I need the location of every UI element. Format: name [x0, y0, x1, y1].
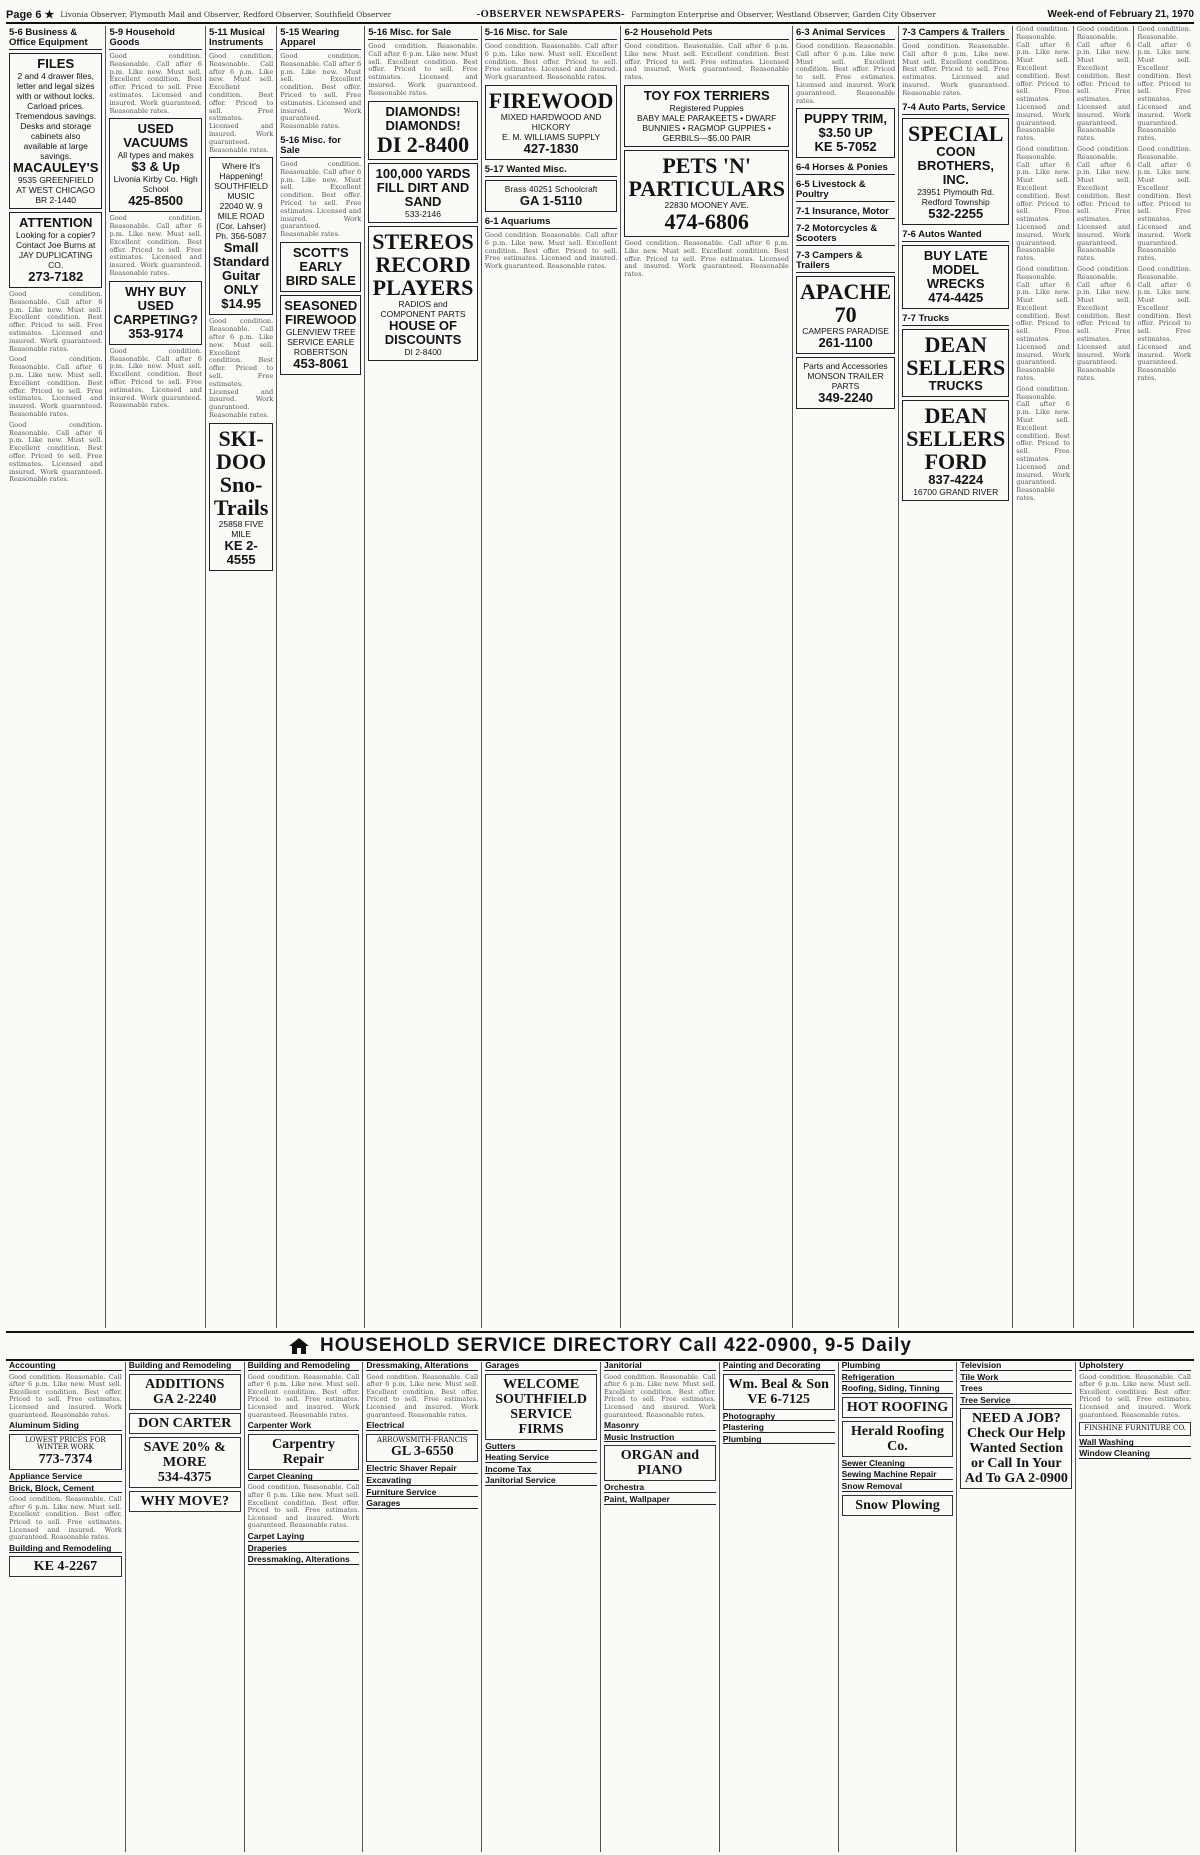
masthead	[6, 6, 1194, 24]
directory-box-ad	[842, 1421, 954, 1457]
firewood-hardwood-ad	[485, 85, 618, 160]
directory-heading: Wall Washing	[1079, 1439, 1191, 1448]
ad-advertiser: COON BROTHERS, INC.	[917, 143, 994, 187]
section-heading: 5-15 Wearing Apparel	[280, 28, 361, 50]
column-household	[105, 26, 205, 1328]
ad-phone: DI 2-8400	[404, 346, 442, 357]
directory-heading: Electrical	[366, 1422, 478, 1431]
directory-heading: Snow Removal	[842, 1483, 954, 1492]
ad-subtitle: CAMPERS PARADISE	[802, 326, 889, 337]
directory-box-ad	[129, 1413, 241, 1434]
issue-date: Week-end of February 21, 1970	[1047, 8, 1194, 20]
directory-box-ad	[723, 1374, 835, 1410]
directory-box-ad	[604, 1445, 716, 1481]
box-title: FINSHINE FURNITURE CO.	[1084, 1424, 1187, 1433]
ad-price: $3 & Up	[131, 159, 180, 175]
ad-title: FILES	[37, 56, 75, 71]
ad-body: Brass 40251 Schoolcraft	[504, 183, 598, 194]
directory-heading: Carpet Cleaning	[248, 1473, 360, 1482]
classified-ad: Good condition. Reasonable. Call after 6 p.m. Like new. Must sell. Excellent condition. Best offer. Priced to sell. Free estimates. Licensed and insured. Work guaranteed. Reasonable rates.	[208, 317, 274, 419]
box-phone: 534-4375	[157, 1469, 212, 1485]
column-misc-2	[481, 26, 621, 1328]
directory-heading: Heating Service	[485, 1454, 597, 1463]
column-filler	[1133, 26, 1194, 1328]
ad-brand: Sno-Trails	[213, 471, 269, 520]
box-title: Carpentry Repair	[271, 1436, 335, 1467]
directory-heading: Dressmaking, Alterations	[248, 1556, 360, 1565]
directory-ad: Good condition. Reasonable. Call after 6 p.m. Like new. Must sell. Excellent condition. Best offer. Priced to sell. Free estimates. Licensed and insured. Work guaranteed. Reasonable rates.	[604, 1372, 716, 1419]
box-phone: GL 3-6550	[390, 1444, 454, 1460]
directory-ad: Good condition. Reasonable. Call after 6 p.m. Like new. Must sell. Excellent condition. Best offer. Priced to sell. Free estimates. Licensed and insured. Work guaranteed. Reasonable rates.	[9, 1372, 122, 1419]
ad-phone: 474-6806	[664, 208, 749, 234]
directory-heading: Brick, Block, Cement	[9, 1485, 122, 1494]
directory-heading: Photography	[723, 1413, 835, 1422]
classified-ad: Good condition. Reasonable. Call after 6 p.m. Like new. Must sell. Excellent condition. Best offer. Priced to sell. Free estimates. Licensed and insured. Work guaranteed. Reasonable rates.	[109, 52, 202, 115]
ad-list: BABY MALE PARAKEETS • DWARF BUNNIES • RAGMOP GUPPIES • GERBILS—$5.00 PAIR	[637, 112, 777, 143]
directory-heading: Roofing, Siding, Tinning	[842, 1385, 954, 1394]
ad-title: SEASONED FIREWOOD	[284, 297, 358, 327]
ad-title: WHY BUY USED CARPETING?	[113, 283, 198, 327]
section-heading: 6-1 Aquariums	[485, 217, 618, 229]
directory-heading: Trees	[960, 1385, 1072, 1394]
classified-ad: Good condition. Reasonable. Call after 6 p.m. Like new. Must sell. Excellent condition. Best offer. Priced to sell. Free estimates. Licensed and insured. Work guaranteed. Reasonable rates.	[9, 420, 103, 484]
section-heading: 5-11 Musical Instruments	[209, 28, 273, 50]
directory-heading: Tree Service	[960, 1397, 1072, 1406]
ad-body: RADIOS and COMPONENT PARTS	[380, 298, 466, 319]
ad-body: Registered Puppies	[669, 102, 744, 113]
classified-ad: Good condition. Reasonable. Call after 6 p.m. Like new. Must sell. Excellent condition. Best offer. Priced to sell. Free estimates. Licensed and insured. Work guaranteed. Reasonable rates.	[208, 52, 274, 154]
ad-phone: KE 2-4555	[224, 537, 258, 567]
ad-phone: 427-1830	[523, 140, 579, 156]
classified-ad: Good condition. Reasonable. Call after 6 p.m. Like new. Must sell. Excellent condition. Best offer. Priced to sell. Free estimates. Licensed and insured. Work guaranteed. Reasonable rates.	[9, 355, 103, 418]
ad-title: TOY FOX TERRIERS	[643, 87, 770, 103]
box-title: ORGAN and PIANO	[620, 1448, 699, 1479]
ad-phone: KE 5-7052	[814, 139, 877, 155]
ad-title: BUY LATE MODEL WRECKS	[923, 247, 988, 291]
directory-heading: Income Tax	[485, 1466, 597, 1475]
ad-phone: 349-2240	[818, 390, 874, 406]
directory-heading: Window Cleaning	[1079, 1450, 1191, 1459]
directory-heading: Dressmaking, Alterations	[366, 1362, 478, 1371]
directory-column	[125, 1362, 244, 1852]
directory-heading: Television	[960, 1362, 1072, 1371]
monson-ad	[796, 357, 895, 409]
classified-ad: Good condition. Reasonable. Call after 6 p.m. Like new. Must sell. Excellent condition. Best offer. Priced to sell. Free estimates. Licensed and insured. Work guaranteed. Reasonable rates.	[1076, 144, 1131, 263]
section-heading: 6-5 Livestock & Poultry	[796, 180, 895, 202]
box-title: Wm. Beal & Son	[728, 1376, 829, 1392]
directory-heading: Furniture Service	[366, 1489, 478, 1498]
ad-title: DIAMONDS! DIAMONDS!	[385, 103, 461, 133]
classified-grid	[6, 26, 1194, 1328]
classified-ad: Good condition. Reasonable. Call after 6 p.m. Like new. Must sell. Excellent condition. Best offer. Priced to sell. Free estimates. Licensed and insured. Work guaranteed. Reasonable rates.	[1016, 264, 1070, 383]
directory-heading: Aluminum Siding	[9, 1422, 122, 1431]
classified-ad: Good condition. Reasonable. Call after 6 p.m. Like new. Must sell. Excellent condition. Best offer. Priced to sell. Free estimates. Licensed and insured. Work guaranteed. Reasonable rates.	[109, 346, 202, 410]
classified-ad: Good condition. Reasonable. Call after 6 p.m. Like new. Must sell. Excellent condition. Best offer. Priced to sell. Free estimates. Licensed and insured. Work guaranteed. Reasonable rates.	[1016, 144, 1070, 263]
directory-column	[6, 1362, 125, 1852]
directory-column	[244, 1362, 363, 1852]
directory-heading: Garages	[366, 1500, 478, 1509]
box-title: DON CARTER	[138, 1415, 232, 1431]
column-campers-auto	[898, 26, 1012, 1328]
early-bird-ad	[280, 242, 361, 292]
directory-box-ad	[485, 1374, 597, 1440]
classified-ad: Good condition. Reasonable. Call after 6 p.m. Like new. Must sell. Excellent condition. Best offer. Priced to sell. Free estimates. Licensed and insured. Work guaranteed. Reasonable rates.	[795, 42, 896, 105]
service-directory	[6, 1362, 1194, 1852]
ad-phone: DI 2-8400	[376, 131, 470, 157]
ad-body: Looking for a copier? Contact Joe Burns at JAY DUPLICATING CO.	[16, 230, 96, 270]
directory-box-ad	[129, 1374, 241, 1410]
ad-title: Parts and Accessories MONSON TRAILER PARTS	[803, 361, 888, 392]
directory-heading: Appliance Service	[9, 1473, 122, 1482]
directory-column	[956, 1362, 1075, 1852]
apache-ad	[796, 276, 895, 354]
directory-box-ad	[842, 1495, 954, 1516]
classified-ad: Good condition. Reasonable. Call after 6 p.m. Like new. Must sell. Excellent condition. Best offer. Priced to sell. Free estimates. Licensed and insured. Work guaranteed. Reasonable rates.	[484, 42, 618, 82]
column-misc	[364, 26, 481, 1328]
column-filler	[1073, 26, 1134, 1328]
directory-box-ad	[248, 1434, 360, 1470]
column-animal-services	[792, 26, 898, 1328]
directory-column	[362, 1362, 481, 1852]
box-title: HOT ROOFING	[846, 1399, 949, 1415]
ad-phone: 261-1100	[818, 335, 873, 351]
directory-heading: Plumbing	[723, 1436, 835, 1445]
box-phone: VE 6-7125	[747, 1391, 810, 1407]
wrecks-ad	[902, 245, 1009, 309]
directory-box-ad	[960, 1408, 1072, 1489]
directory-ad: Good condition. Reasonable. Call after 6 p.m. Like new. Must sell. Excellent condition. Best offer. Priced to sell. Free estimates. Licensed and insured. Work guaranteed. Reasonable rates.	[247, 1483, 360, 1530]
ad-advertiser: GLENVIEW TREE SERVICE EARLE ROBERTSON	[285, 326, 356, 357]
box-title: Herald Roofing Co.	[851, 1423, 944, 1454]
section-heading: 6-3 Animal Services	[796, 28, 895, 40]
box-title: SAVE 20% & MORE	[143, 1439, 226, 1470]
ad-phone: 532-2255	[928, 205, 984, 221]
directory-heading: Sewer Cleaning	[842, 1460, 954, 1469]
files-ad	[9, 53, 102, 209]
box-phone: GA 2-2240	[153, 1391, 217, 1407]
classified-ad: Good condition. Reasonable. Call after 6 p.m. Like new. Must sell. Excellent condition. Best offer. Priced to sell. Free estimates. Licensed and insured. Work guaranteed. Reasonable rates.	[1076, 25, 1131, 143]
classified-ad: Good condition. Reasonable. Call after 6 p.m. Like new. Must sell. Excellent condition. Best offer. Priced to sell. Free estimates. Licensed and insured. Work guaranteed. Reasonable rates.	[1137, 144, 1191, 263]
directory-heading: Electric Shaver Repair	[366, 1465, 478, 1474]
ad-title: 100,000 YARDS FILL DIRT AND SAND	[375, 165, 471, 209]
directory-ad: Good condition. Reasonable. Call after 6 p.m. Like new. Must sell. Excellent condition. Best offer. Priced to sell. Free estimates. Licensed and insured. Work guaranteed. Reasonable rates.	[366, 1372, 479, 1419]
ad-title: ATTENTION	[19, 215, 93, 230]
directory-column	[719, 1362, 838, 1852]
skidoo-ad	[209, 423, 273, 571]
used-vacuums-ad	[109, 118, 202, 212]
section-heading: 5-9 Household Goods	[109, 28, 202, 50]
directory-box-ad	[9, 1434, 122, 1470]
classified-ad: Good condition. Reasonable. Call after 6 p.m. Like new. Must sell. Excellent condition. Best offer. Priced to sell. Free estimates. Licensed and insured. Work guaranteed. Reasonable rates.	[902, 42, 1010, 97]
box-title: ADDITIONS	[145, 1376, 225, 1392]
banner-left: HOUSEHOLD	[320, 1335, 451, 1356]
box-body: Check Our Help Wanted Section or Call In Your Ad To GA 2-0900	[964, 1426, 1068, 1487]
puppy-trim-ad	[796, 108, 895, 158]
classified-ad: Good condition. Reasonable. Call after 6 p.m. Like new. Must sell. Excellent condition. Best offer. Priced to sell. Free estimates. Licensed and insured. Work guaranteed. Reasonable rates.	[484, 230, 618, 271]
stereos-ad	[368, 226, 478, 361]
dean-sellers-ford-ad	[902, 400, 1009, 501]
attention-ad	[9, 212, 102, 288]
firewood-ad	[280, 295, 361, 375]
ad-address: 16700 GRAND RIVER	[913, 486, 999, 497]
ad-phone: 533-2146	[405, 208, 441, 219]
section-heading: 5-16 Misc. for Sale	[368, 28, 478, 40]
directory-heading: Building and Remodeling	[9, 1545, 122, 1554]
ad-body: MIXED HARDWOOD AND HICKORY	[500, 111, 602, 132]
ad-title: USED VACUUMS	[123, 121, 189, 151]
classified-ad: Good condition. Reasonable. Call after 6 p.m. Like new. Must sell. Excellent condition. Best offer. Priced to sell. Free estimates. Licensed and insured. Work guaranteed. Reasonable rates.	[1016, 384, 1070, 503]
page-number: Page 6 ★	[6, 8, 55, 21]
classified-ad: Good condition. Reasonable. Call after 6 p.m. Like new. Must sell. Excellent condition. Best offer. Priced to sell. Free estimates. Licensed and insured. Work guaranteed. Reasonable rates.	[624, 238, 789, 279]
directory-heading: Plumbing	[842, 1362, 954, 1371]
ad-phone: 273-7182	[28, 269, 84, 284]
diamonds-ad	[368, 101, 478, 160]
ad-phone: 453-8061	[293, 355, 349, 371]
section-heading: 7-2 Motorcycles & Scooters	[796, 224, 895, 246]
ad-advertiser: HOUSE OF DISCOUNTS	[384, 317, 462, 347]
southfield-music-ad	[209, 157, 273, 315]
classified-ad: Good condition. Reasonable. Call after 6 p.m. Like new. Must sell. Excellent condition. Best offer. Priced to sell. Free estimates. Licensed and insured. Work guaranteed. Reasonable rates.	[624, 42, 789, 82]
ad-title: FIREWOOD	[488, 87, 614, 113]
directory-box-ad	[129, 1491, 241, 1512]
directory-column	[600, 1362, 719, 1852]
ad-title: Where It's Happening! SOUTHFIELD MUSIC	[214, 161, 269, 202]
ad-title: APACHE 70	[799, 279, 892, 328]
directory-box-ad	[9, 1556, 122, 1577]
toy-fox-ad	[624, 85, 789, 147]
ad-address: 25858 FIVE MILE	[218, 518, 264, 539]
ad-phone: GA 1-5110	[519, 192, 583, 208]
ad-title: SCOTT'S EARLY BIRD SALE	[285, 244, 356, 288]
service-directory-banner	[6, 1331, 1194, 1361]
house-icon	[288, 1337, 310, 1355]
directory-heading: Building and Remodeling	[248, 1362, 360, 1371]
pets-particulars-ad	[624, 150, 789, 237]
directory-box-ad	[842, 1397, 954, 1418]
ad-body: 2 and 4 drawer files, letter and legal sizes with or without locks. Carload prices. Tremendous savings. Desks and storage cabinets also available at large savings.	[15, 71, 97, 161]
directory-heading: Accounting	[9, 1362, 122, 1371]
box-title: WHY MOVE?	[140, 1493, 229, 1509]
section-heading: 7-7 Trucks	[902, 314, 1009, 326]
carpeting-ad	[109, 281, 202, 345]
ad-title: PETS 'N' PARTICULARS	[628, 152, 785, 201]
ad-title: DEAN SELLERS FORD	[906, 402, 1006, 474]
directory-heading: Building and Remodeling	[129, 1362, 241, 1371]
fill-dirt-ad	[368, 163, 478, 223]
coon-brothers-ad	[902, 118, 1009, 225]
directory-box-ad	[1079, 1422, 1191, 1436]
ad-phone: 837-4224	[928, 471, 984, 487]
directory-heading: Paint, Wallpaper	[604, 1496, 716, 1505]
scrap-ad	[485, 180, 618, 212]
classified-ad: Good condition. Reasonable. Call after 6 p.m. Like new. Must sell. Excellent condition. Best offer. Priced to sell. Free estimates. Licensed and insured. Work guaranteed. Reasonable rates.	[1137, 264, 1191, 383]
directory-heading: Janitorial	[604, 1362, 716, 1371]
directory-column	[838, 1362, 957, 1852]
section-heading: 7-1 Insurance, Motor	[796, 207, 895, 219]
directory-ad: Good condition. Reasonable. Call after 6 p.m. Like new. Must sell. Excellent condition. Best offer. Priced to sell. Free estimates. Licensed and insured. Work guaranteed. Reasonable rates.	[247, 1372, 360, 1419]
column-filler	[1012, 26, 1073, 1328]
section-heading: 7-6 Autos Wanted	[902, 230, 1009, 242]
ad-phone: 474-4425	[928, 289, 984, 305]
dean-sellers-trucks-ad	[902, 329, 1009, 397]
section-heading: 6-4 Horses & Ponies	[796, 163, 895, 175]
box-phone: KE 4-2267	[33, 1559, 98, 1575]
ad-offer: Small Standard Guitar ONLY $14.95	[212, 240, 270, 312]
directory-heading: Sewing Machine Repair	[842, 1471, 954, 1480]
section-heading: 7-4 Auto Parts, Service	[902, 103, 1009, 115]
column-pets	[620, 26, 792, 1328]
ad-title: SKI-DOO	[216, 425, 267, 474]
ad-shop: Livonia Kirby Co. High School	[113, 174, 198, 195]
section-heading: 5-16 Misc. for Sale	[485, 28, 618, 40]
ad-address: 23951 Plymouth Rd. Redford Township	[917, 186, 995, 207]
box-title: WELCOME	[502, 1376, 580, 1392]
ad-subtitle: TRUCKS	[928, 377, 983, 393]
ad-body: All types and makes	[117, 150, 194, 161]
banner-right: SERVICE DIRECTORY Call 422-0900, 9-5 Daily	[456, 1335, 912, 1356]
directory-heading: Carpenter Work	[248, 1422, 360, 1431]
box-title: Snow Plowing	[855, 1497, 940, 1513]
box-title: NEED A JOB?	[971, 1411, 1061, 1427]
box-title: ARROWSMITH-FRANCIS	[376, 1435, 468, 1444]
section-heading: 5-16 Misc. for Sale	[280, 136, 361, 158]
classified-ad: Good condition. Reasonable. Call after 6 p.m. Like new. Must sell. Excellent condition. Best offer. Priced to sell. Free estimates. Licensed and insured. Work guaranteed. Reasonable rates.	[109, 214, 202, 277]
ad-title: STEREOS RECORD PLAYERS	[372, 228, 474, 300]
classified-ad: Good condition. Reasonable. Call after 6 p.m. Like new. Must sell. Excellent condition. Best offer. Priced to sell. Free estimates. Licensed and insured. Work guaranteed. Reasonable rates.	[1137, 25, 1191, 143]
directory-heading: Plastering	[723, 1424, 835, 1433]
ad-address: 9535 GREENFIELD AT WEST CHICAGO BR 2-1440	[16, 175, 96, 205]
directory-box-ad	[366, 1434, 478, 1463]
section-heading: 7-3 Campers & Trailers	[796, 251, 895, 273]
directory-ad: Good condition. Reasonable. Call after 6 p.m. Like new. Must sell. Excellent condition. Best offer. Priced to sell. Free estimates. Licensed and insured. Work guaranteed. Reasonable rates.	[1079, 1372, 1191, 1419]
ad-advertiser: E. M. WILLIAMS SUPPLY	[502, 131, 601, 142]
box-title: LOWEST PRICES FOR WINTER WORK	[25, 1435, 106, 1452]
ad-advertiser: MACAULEY'S	[13, 160, 99, 175]
column-musical	[205, 26, 276, 1328]
directory-heading: Music Instruction	[604, 1434, 716, 1443]
classified-ad: Good condition. Reasonable. Call after 6 p.m. Like new. Must sell. Excellent condition. Best offer. Priced to sell. Free estimates. Licensed and insured. Work guaranteed. Reasonable rates.	[9, 290, 103, 353]
publications-left: Livonia Observer, Plymouth Mail and Observer, Redford Observer, Southfield Observer	[60, 9, 392, 19]
directory-ad: Good condition. Reasonable. Call after 6 p.m. Like new. Must sell. Excellent condition. Best offer. Priced to sell. Free estimates. Licensed and insured. Work guaranteed. Reasonable rates.	[9, 1495, 122, 1542]
box-subtitle: SOUTHFIELD SERVICE FIRMS	[495, 1391, 587, 1437]
section-heading: 6-2 Household Pets	[624, 28, 789, 40]
directory-heading: Garages	[485, 1362, 597, 1371]
directory-heading: Janitorial Service	[485, 1477, 597, 1486]
directory-heading: Painting and Decorating	[723, 1362, 835, 1371]
classified-ad: Good condition. Reasonable. Call after 6 p.m. Like new. Must sell. Excellent condition. Best offer. Priced to sell. Free estimates. Licensed and insured. Work guaranteed. Reasonable rates.	[368, 42, 478, 97]
ad-phone: 425-8500	[128, 193, 184, 209]
directory-box-ad	[129, 1437, 241, 1488]
publications-right: Farmington Enterprise and Observer, Westland Observer, Garden City Observer	[631, 9, 936, 19]
classified-ad: Good condition. Reasonable. Call after 6 p.m. Like new. Must sell. Excellent condition. Best offer. Priced to sell. Free estimates. Licensed and insured. Work guaranteed. Reasonable rates.	[280, 52, 362, 131]
directory-heading: Gutters	[485, 1443, 597, 1452]
ad-address: 22040 W. 9 MILE ROAD (Cor. Lahser) Ph. 356-5087	[215, 201, 267, 242]
column-apparel	[276, 26, 364, 1328]
directory-column	[481, 1362, 600, 1852]
directory-heading: Carpet Laying	[248, 1533, 360, 1542]
classified-ad: Good condition. Reasonable. Call after 6 p.m. Like new. Must sell. Excellent condition. Best offer. Priced to sell. Free estimates. Licensed and insured. Work guaranteed. Reasonable rates.	[280, 159, 362, 239]
ad-phone: 353-9174	[128, 325, 184, 341]
classified-ad: Good condition. Reasonable. Call after 6 p.m. Like new. Must sell. Excellent condition. Best offer. Priced to sell. Free estimates. Licensed and insured. Work guaranteed. Reasonable rates.	[1016, 25, 1070, 143]
column-business	[6, 26, 105, 1328]
directory-heading: Masonry	[604, 1422, 716, 1431]
directory-heading: Draperies	[248, 1545, 360, 1554]
directory-heading: Upholstery	[1079, 1362, 1191, 1371]
masthead-brand: -OBSERVER NEWSPAPERS-	[476, 8, 626, 20]
box-phone: 773-7374	[38, 1451, 93, 1467]
classified-ad: Good condition. Reasonable. Call after 6 p.m. Like new. Must sell. Excellent condition. Best offer. Priced to sell. Free estimates. Licensed and insured. Work guaranteed. Reasonable rates.	[1076, 264, 1131, 383]
ad-title: PUPPY TRIM, $3.50 UP	[804, 111, 887, 141]
ad-title: DEAN SELLERS	[906, 331, 1006, 380]
ad-title: SPECIAL	[908, 120, 1004, 146]
ad-address: 22830 MOONEY AVE.	[664, 199, 749, 210]
directory-heading: Excavating	[366, 1477, 478, 1486]
directory-heading: Orchestra	[604, 1484, 716, 1493]
section-heading: 5-6 Business & Office Equipment	[9, 28, 102, 50]
directory-column	[1075, 1362, 1194, 1852]
directory-heading: Refrigeration	[842, 1374, 954, 1383]
directory-heading: Tile Work	[960, 1374, 1072, 1383]
section-heading: 5-17 Wanted Misc.	[485, 165, 618, 177]
section-heading: 7-3 Campers & Trailers	[902, 28, 1009, 40]
